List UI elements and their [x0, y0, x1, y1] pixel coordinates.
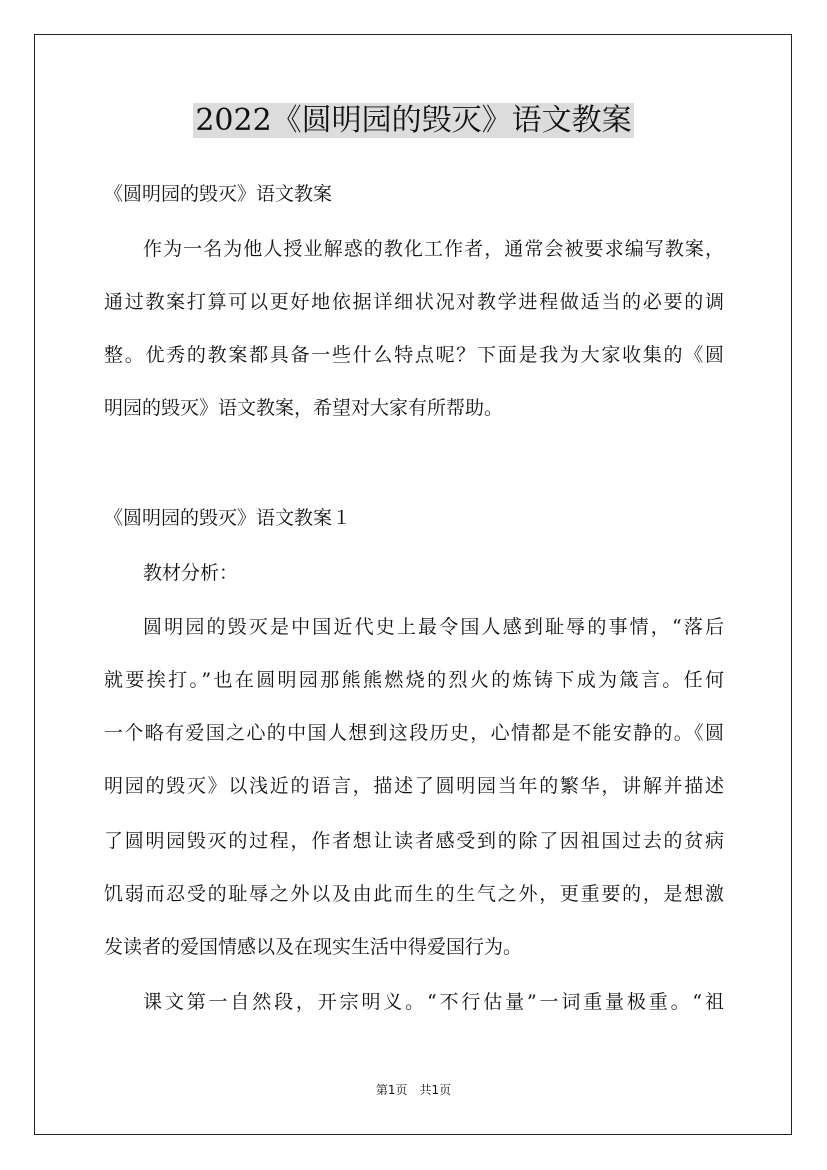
section-heading: 《圆明园的毁灭》语文教案１ [104, 507, 352, 529]
document-title [0, 101, 827, 141]
intro-line-2: 通过教案打算可以更好地依据详细状况对教学进程做适当的必要的调 [104, 291, 724, 313]
textbook-analysis-label: 教材分析： [143, 562, 239, 584]
intro-line-3: 整。优秀的教案都具备一些什么特点呢？下面是我为大家收集的《圆 [104, 344, 724, 366]
page-number-footer: 第1页 共1页 [375, 1083, 452, 1097]
intro-line-4: 明园的毁灭》语文教案，希望对大家有所帮助。 [104, 397, 504, 419]
para1-line-5: 了圆明园毁灭的过程，作者想让读者感受到的除了因祖国过去的贫病 [104, 830, 724, 852]
document-title-text: 2022《圆明园的毁灭》语文教案 [195, 103, 632, 138]
document-subtitle: 《圆明园的毁灭》语文教案 [104, 183, 333, 205]
para1-line-4: 明园的毁灭》以浅近的语言，描述了圆明园当年的繁华，讲解并描述 [104, 775, 724, 797]
para2-line-1: 课文第一自然段，开宗明义。“不行估量”一词重量极重。“祖 [143, 991, 724, 1013]
para1-line-7: 发读者的爱国情感以及在现实生活中得爱国行为。 [104, 936, 523, 958]
para1-line-3: 一个略有爱国之心的中国人想到这段历史，心情都是不能安静的。《圆 [104, 722, 724, 744]
para1-line-6: 饥弱而忍受的耻辱之外以及由此而生的生气之外，更重要的，是想激 [104, 883, 724, 905]
para1-line-2: 就要挨打。”也在圆明园那熊熊燃烧的烈火的炼铸下成为箴言。任何 [104, 669, 724, 691]
para1-line-1: 圆明园的毁灭是中国近代史上最令国人感到耻辱的事情，“落后 [143, 616, 724, 638]
intro-line-1: 作为一名为他人授业解惑的教化工作者，通常会被要求编写教案， [143, 238, 724, 260]
